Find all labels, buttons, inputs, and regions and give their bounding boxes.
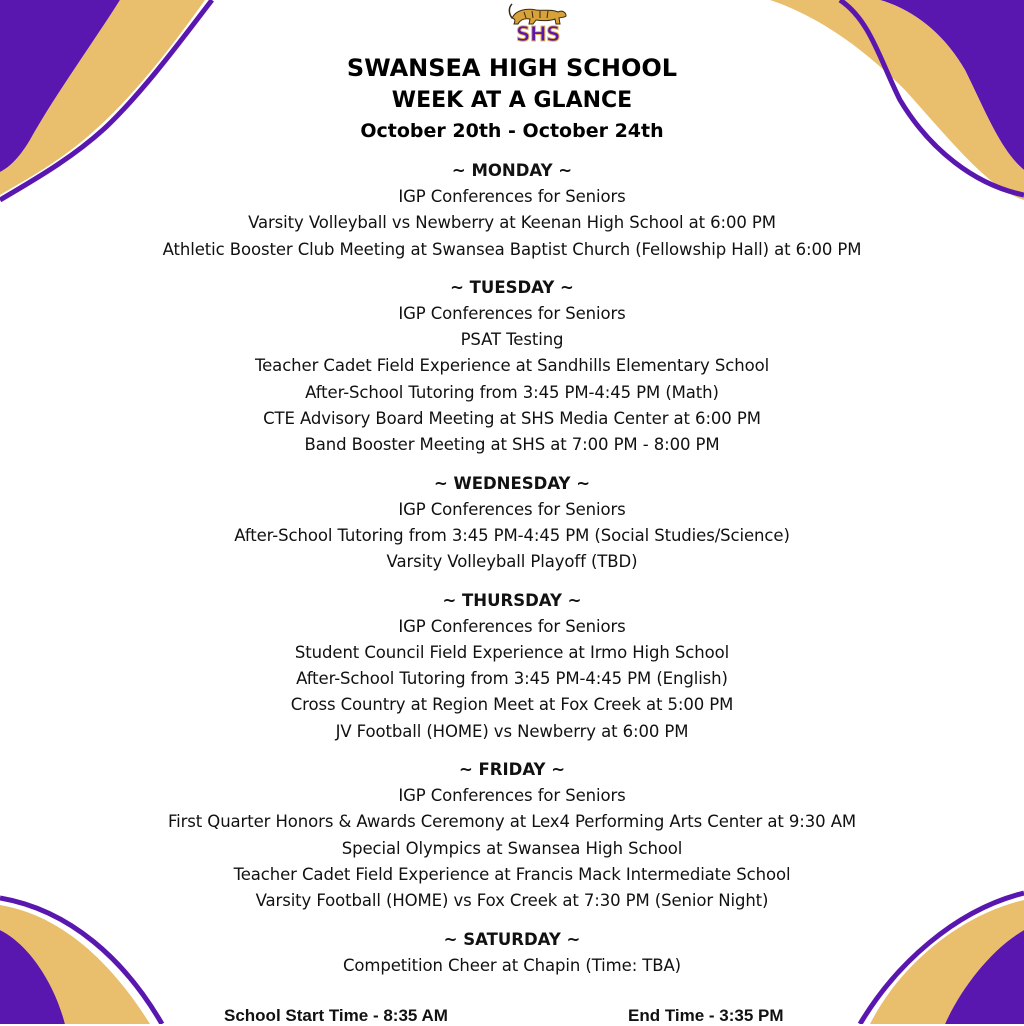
event-item: PSAT Testing: [460, 330, 564, 350]
day-tuesday: [0, 275, 1024, 459]
event-item: IGP Conferences for Seniors: [398, 616, 626, 636]
school-logo: [506, 0, 570, 50]
event-item: Athletic Booster Club Meeting at Swansea Baptist Church (Fellowship Hall) at 6:00 PM: [162, 239, 862, 259]
event-item: Cross Country at Region Meet at Fox Creek at 5:00 PM: [290, 695, 734, 715]
event-item: Teacher Cadet Field Experience at Francis Mack Intermediate School: [233, 864, 791, 884]
event-item: IGP Conferences for Seniors: [398, 499, 626, 519]
page-title: WEEK AT A GLANCE: [391, 88, 633, 113]
event-item: Special Olympics at Swansea High School: [341, 838, 683, 858]
event-item: CTE Advisory Board Meeting at SHS Media Center at 6:00 PM: [263, 409, 761, 429]
day-title: ~ SATURDAY ~: [443, 929, 581, 949]
event-item: Competition Cheer at Chapin (Time: TBA): [342, 955, 682, 975]
event-item: IGP Conferences for Seniors: [398, 303, 626, 323]
school-name: SWANSEA HIGH SCHOOL: [346, 54, 678, 82]
day-title: ~ WEDNESDAY ~: [433, 473, 591, 493]
day-title: ~ FRIDAY ~: [458, 760, 566, 780]
day-thursday: [0, 588, 1024, 745]
event-item: Varsity Volleyball Playoff (TBD): [386, 552, 638, 572]
day-title: ~ TUESDAY ~: [450, 277, 574, 297]
event-item: Band Booster Meeting at SHS at 7:00 PM - 8:00 PM: [304, 435, 720, 455]
event-item: JV Football (HOME) vs Newberry at 6:00 PM: [335, 721, 689, 741]
school-end-time: End Time - 3:35 PM: [628, 1006, 784, 1025]
event-item: After-School Tutoring from 3:45 PM-4:45 PM (English): [296, 669, 728, 689]
event-item: Varsity Volleyball vs Newberry at Keenan High School at 6:00 PM: [248, 213, 776, 233]
schedule: [0, 158, 1024, 979]
day-monday: [0, 158, 1024, 263]
event-item: IGP Conferences for Seniors: [398, 187, 626, 206]
logo-text: SHS: [515, 22, 561, 46]
event-item: Varsity Football (HOME) vs Fox Creek at 7:30 PM (Senior Night): [255, 891, 769, 911]
day-saturday: [0, 927, 1024, 979]
event-item: After-School Tutoring from 3:45 PM-4:45 PM (Math): [305, 382, 719, 402]
day-wednesday: [0, 471, 1024, 576]
day-title: ~ MONDAY ~: [451, 161, 573, 180]
event-item: Teacher Cadet Field Experience at Sandhills Elementary School: [254, 356, 770, 376]
event-item: IGP Conferences for Seniors: [398, 786, 626, 806]
event-item: First Quarter Honors & Awards Ceremony at Lex4 Performing Arts Center at 9:30 AM: [167, 812, 857, 832]
school-start-time: School Start Time - 8:35 AM: [224, 1006, 448, 1025]
event-item: Student Council Field Experience at Irmo High School: [294, 642, 730, 662]
day-friday: [0, 757, 1024, 914]
date-range: October 20th - October 24th: [360, 120, 664, 142]
day-title: ~ THURSDAY ~: [442, 590, 582, 610]
event-item: After-School Tutoring from 3:45 PM-4:45 PM (Social Studies/Science): [234, 525, 790, 545]
